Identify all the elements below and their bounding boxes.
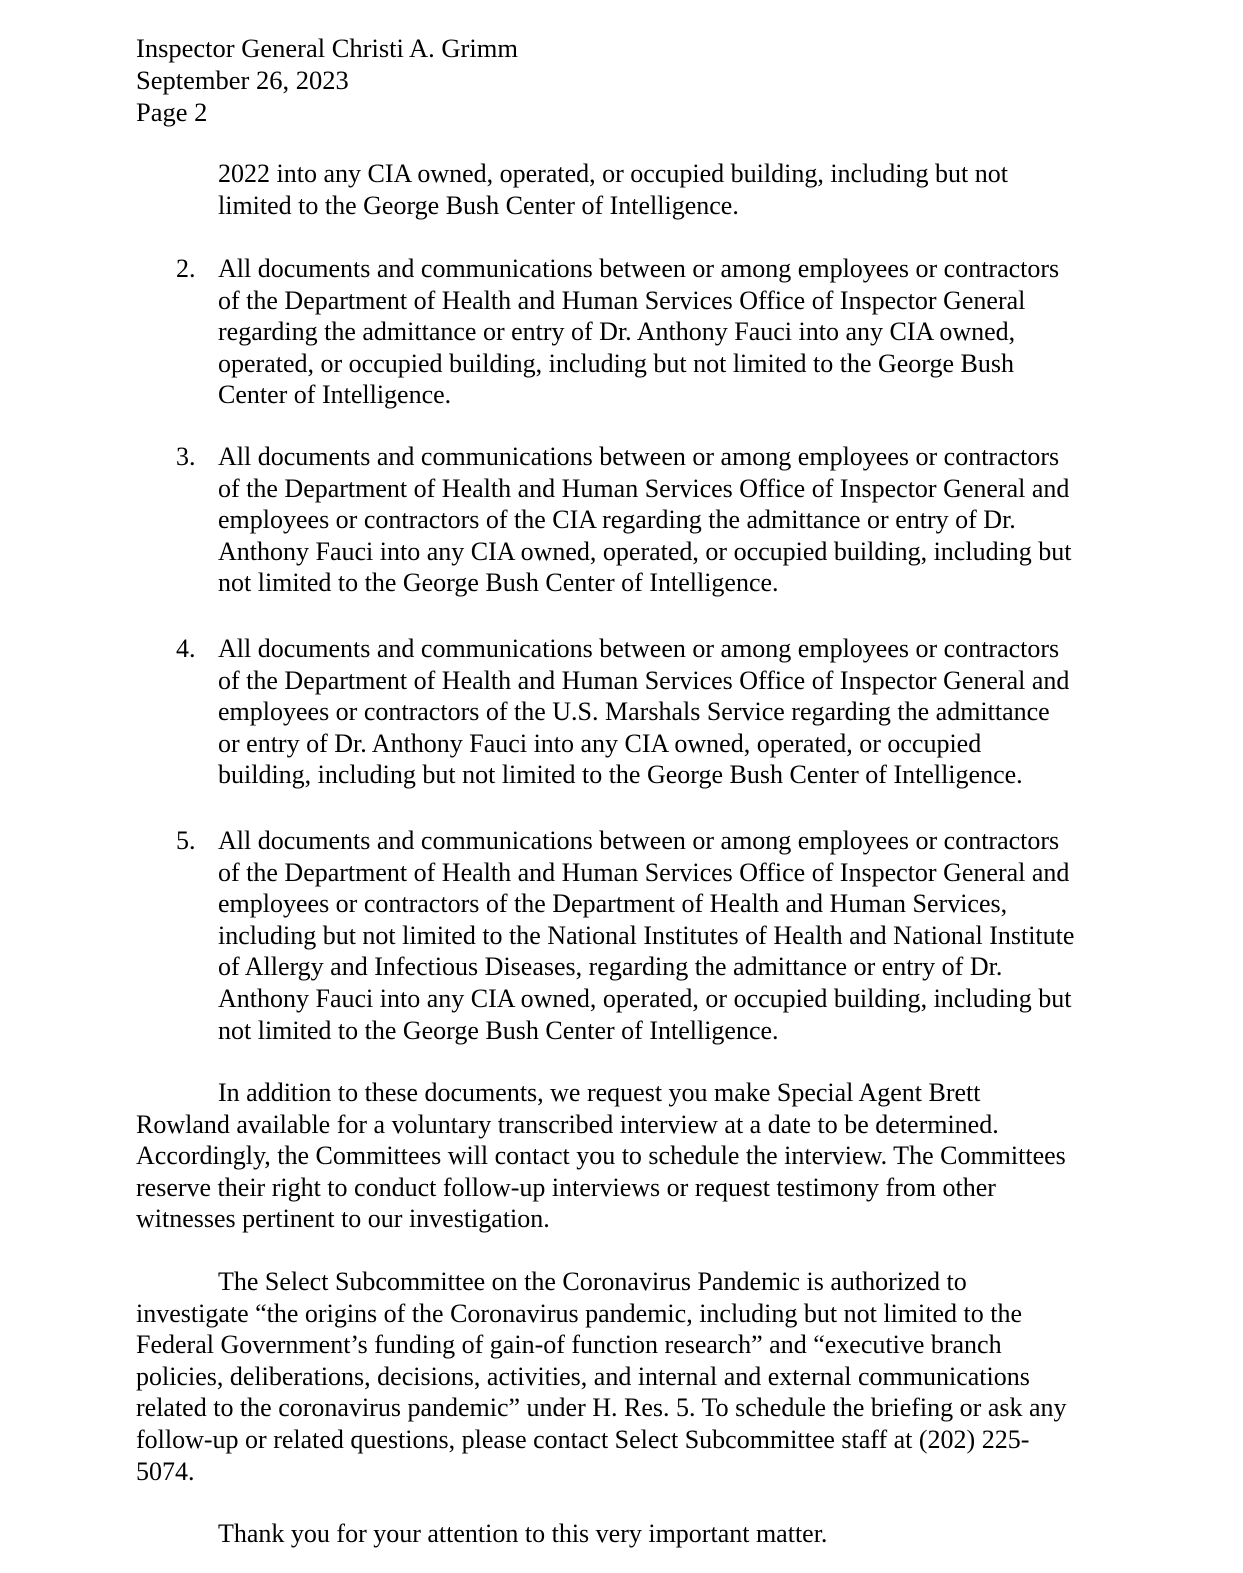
text-line: The Select Subcommittee on the Coronavirus Pandemic is authorized to bbox=[218, 1267, 967, 1296]
list-number: 5. bbox=[176, 826, 196, 855]
text-line: employees or contractors of the U.S. Marshals Service regarding the admittance bbox=[218, 697, 1050, 727]
text-line: related to the coronavirus pandemic” under H. Res. 5. To schedule the briefing or ask any bbox=[136, 1393, 1067, 1423]
request-1-continuation bbox=[218, 158, 1008, 221]
text-line: Federal Government’s funding of gain-of function research” and “executive branch bbox=[136, 1330, 1002, 1360]
text-line: Anthony Fauci into any CIA owned, operated, or occupied building, including but bbox=[218, 536, 1072, 566]
text-line: policies, deliberations, decisions, activities, and internal and external communications bbox=[136, 1361, 1030, 1391]
text-line: follow-up or related questions, please contact Select Subcommittee staff at (202) 225- bbox=[136, 1424, 1030, 1454]
text-line: Accordingly, the Committees will contact you to schedule the interview. The Committees bbox=[136, 1141, 1066, 1171]
text-line: Thank you for your attention to this very important matter. bbox=[218, 1519, 828, 1548]
text-line: reserve their right to conduct follow-up interviews or request testimony from other bbox=[136, 1172, 996, 1202]
text-line: of the Department of Health and Human Services Office of Inspector General and bbox=[218, 473, 1070, 503]
text-line: All documents and communications between or among employees or contractors bbox=[218, 634, 1060, 663]
text-line: Center of Intelligence. bbox=[218, 380, 452, 410]
text-line: of the Department of Health and Human Services Office of Inspector General and bbox=[218, 857, 1070, 887]
text-line: In addition to these documents, we request you make Special Agent Brett bbox=[218, 1078, 981, 1107]
text-line: not limited to the George Bush Center of Intelligence. bbox=[218, 1015, 779, 1045]
text-line: 5074. bbox=[136, 1456, 195, 1486]
text-line: Rowland available for a voluntary transcribed interview at a date to be determined. bbox=[136, 1109, 999, 1139]
page-number: Page 2 bbox=[136, 96, 208, 127]
text-line: or entry of Dr. Anthony Fauci into any CIA owned, operated, or occupied bbox=[218, 728, 982, 758]
text-line: including but not limited to the National Institutes of Health and National Institute bbox=[218, 920, 1075, 950]
list-number: 2. bbox=[176, 254, 196, 283]
text-line: witnesses pertinent to our investigation. bbox=[136, 1204, 550, 1234]
letter-header bbox=[136, 33, 518, 128]
text-line: not limited to the George Bush Center of Intelligence. bbox=[218, 568, 779, 598]
request-text bbox=[218, 633, 1069, 791]
text-line: limited to the George Bush Center of Intelligence. bbox=[218, 190, 739, 220]
text-line: All documents and communications between or among employees or contractors bbox=[218, 826, 1060, 855]
text-line: Anthony Fauci into any CIA owned, operated, or occupied building, including but bbox=[218, 983, 1072, 1013]
text-line: employees or contractors of the Department of Health and Human Services, bbox=[218, 889, 1008, 919]
text-line: operated, or occupied building, including but not limited to the George Bush bbox=[218, 348, 1014, 378]
text-line: investigate “the origins of the Coronavirus pandemic, including but not limited to the bbox=[136, 1298, 1022, 1328]
list-number: 3. bbox=[176, 442, 196, 471]
request-text bbox=[218, 253, 1059, 411]
text-line: building, including but not limited to the George Bush Center of Intelligence. bbox=[218, 760, 1023, 790]
request-text bbox=[218, 825, 1074, 1046]
text-line: of the Department of Health and Human Services Office of Inspector General and bbox=[218, 665, 1070, 695]
closing-paragraph bbox=[136, 1518, 827, 1550]
authorization-paragraph bbox=[136, 1266, 1067, 1487]
text-line: regarding the admittance or entry of Dr. Anthony Fauci into any CIA owned, bbox=[218, 317, 1016, 347]
text-line: All documents and communications between or among employees or contractors bbox=[218, 442, 1060, 471]
recipient-line: Inspector General Christi A. Grimm bbox=[136, 33, 518, 63]
text-line: of Allergy and Infectious Diseases, regarding the admittance or entry of Dr. bbox=[218, 952, 1003, 982]
text-line: 2022 into any CIA owned, operated, or occupied building, including but not bbox=[218, 159, 1008, 188]
list-number: 4. bbox=[176, 634, 196, 663]
date-line: September 26, 2023 bbox=[136, 64, 349, 95]
interview-request-paragraph bbox=[136, 1077, 1066, 1235]
request-text bbox=[218, 441, 1072, 599]
text-line: employees or contractors of the CIA regarding the admittance or entry of Dr. bbox=[218, 505, 1016, 535]
text-line: All documents and communications between or among employees or contractors bbox=[218, 254, 1060, 283]
text-line: of the Department of Health and Human Services Office of Inspector General bbox=[218, 285, 1026, 315]
